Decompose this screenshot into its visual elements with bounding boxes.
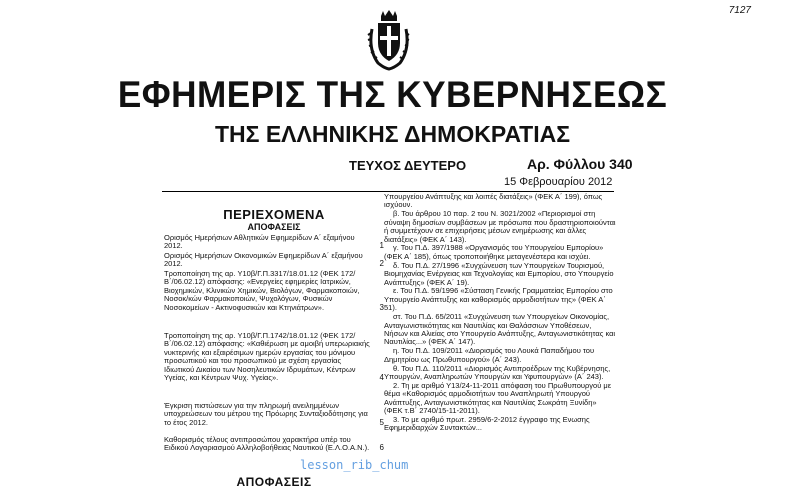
body-paragraph: δ. Του Π.Δ. 27/1996 «Συγχώνευση των Υπουργείων Τουρισμού, Βιομηχανίας Ενέργειας και Τεχνολογίας και Εμπορίου, στο Υπουργείο Ανάπτυξης» (ΦΕΚ Α΄ 19). (384, 260, 614, 287)
body-text-column (384, 193, 616, 433)
toc-entry[interactable] (164, 270, 384, 312)
republic-subtitle: ΤΗΣ ΕΛΛΗΝΙΚΗΣ ΔΗΜΟΚΡΑΤΙΑΣ (214, 121, 571, 147)
body-paragraph: β. Του άρθρου 10 παρ. 2 του Ν. 3021/2002 «Περιορισμοί στη σύναψη δημοσίων συμβάσεων με πρόσωπα που δραστηριοποιούνται ή συμμετέχουν σε επιχειρήσεις μέσων ενημέρωσης και άλλες διατάξεις» (ΦΕΚ Α΄ 143). (384, 209, 616, 244)
toc-entry-page: 6 (379, 443, 384, 453)
contents-heading: ΠΕΡΙΕΧΟΜΕΝΑ (223, 207, 325, 222)
body-paragraph: γ. Του Π.Δ. 397/1988 «Οργανισμός του Υπουργείου Εμπορίου» (ΦΕΚ Α΄ 185), όπως τροποποιήθηκε μεταγενέστερα και ισχύει. (384, 243, 604, 261)
toc-entry-page: 1 (379, 241, 384, 251)
toc-entry-text: Έγκριση πιστώσεων για την πληρωμή ανειλημμένων υποχρεώσεων του μέτρου της Πρόωρης Συνταξιοδότησης για το έτος 2012. (164, 401, 368, 427)
issue-date: 15 Φεβρουαρίου 2012 (504, 176, 613, 188)
toc-entry[interactable] (164, 332, 384, 382)
toc-entry-text: Καθορισμός τέλους αντιπροσώπου χαρακτήρα υπέρ του Ειδικού Λογαριασμού Αλληλοβοήθειας Ναυτικού (Ε.Λ.Ο.Α.Ν.). (164, 435, 370, 453)
gazette-title: ΕΦΗΜΕΡΙΣ ΤΗΣ ΚΥΒΕΡΝΗΣΕΩΣ (117, 74, 668, 115)
toc-entry-text: Τροποποίηση της αρ. Υ10β/Γ.Π.1742/18.01.12 (ΦΕΚ 172/Β΄/06.02.12) απόφασης: «Καθιέρωση με αμοιβή υπερωριακής νυκτερινής και εξαιρέσιμων ημερών εργασίας του μόνιμου προσωπικού και του προσωπικού με σχέση εργασίας Ιδιωτικού Δικαίου των Νοσηλευτικών Ιδρυμάτων, Κέντρων Υγείας, και Κέντρων Ψυχ. Υγείας». (164, 331, 370, 383)
body-paragraph: θ. Του Π.Δ. 110/2011 «Διορισμός Αντιπροέδρων της Κυβέρνησης, Υπουργών, Αναπληρωτών Υπουργών και Υφυπουργών» (Α΄ 243). (384, 363, 611, 382)
toc-entry[interactable] (164, 436, 384, 453)
toc-entry-text: Τροποποίηση της αρ. Υ10β/Γ.Π.3317/18.01.12 (ΦΕΚ 172/Β΄/06.02.12) απόφασης: «Ενεργείες εφημερίες Ιατρικών, Βιοχημικών, Κλινικών Χημικών, Βιολόγων, Φαρμακοποιών, Νοσοκ/κών Φαρμακοποιών, Ψυχολόγων, Φυσικών Νοσοκομείων - Ακτινοφυσικών και Κτηνιάτρων». (164, 269, 360, 312)
toc-entry-text: Ορισμός Ημερήσιων Οικονομικών Εφημερίδων Α΄ εξαμήνου 2012. (164, 251, 363, 269)
watermark-text: lesson_rib_chum (300, 458, 409, 472)
body-paragraph: στ. Του Π.Δ. 65/2011 «Συγχώνευση των Υπουργείων Οικονομίας, Ανταγωνιστικότητας και Ναυτιλίας και Θαλάσσιων Υποθέσεων, Νήσων και Αλιείας στο Υπουργείο Ανάπτυξης, Ανταγωνιστικότητας και Ναυτιλίας...» (ΦΕΚ Α΄ 147). (384, 312, 616, 347)
page-number: 7127 (728, 5, 751, 16)
body-paragraph: 2. Τη με αριθμό Υ13/24-11-2011 απόφαση του Πρωθυπουργού με θέμα «Καθορισμός αρμοδιοτήτων του Αναπληρωτή Υπουργού Ανάπτυξης, Ανταγωνιστικότητας και Ναυτιλίας Σωκράτη Ξυνίδη» (ΦΕΚ τ.Β΄ 2740/15-11-2011). (384, 380, 612, 416)
body-paragraph: 3. Το με αριθμό πρωτ. 2959/6-2-2012 έγγραφο της Ενωσης Εφημεριδαρχών Συντακτών... (384, 415, 590, 433)
issue-series: ΤΕΥΧΟΣ ΔΕΥΤΕΡΟ (349, 158, 467, 173)
coat-of-arms-emblem (366, 9, 412, 71)
toc-entry[interactable] (164, 402, 384, 427)
toc-entry[interactable] (164, 234, 384, 251)
body-paragraph: ε. Του Π.Δ. 59/1996 «Σύσταση Γενικής Γραμματείας Εμπορίου στο Υπουργείο Ανάπτυξης και καθορισμός αρμοδιοτήτων της» (ΦΕΚ Α΄ 51). (384, 286, 613, 313)
decisions-section-heading: ΑΠΟΦΑΣΕΙΣ (236, 475, 312, 489)
decisions-heading: ΑΠΟΦΑΣΕΙΣ (247, 222, 301, 232)
toc-entry[interactable] (164, 252, 384, 269)
body-paragraph: η. Του Π.Δ. 109/2011 «Διορισμός του Λουκά Παπαδήμου του Δημητρίου ως Πρωθυπουργού» (Α΄ 243). (384, 346, 595, 364)
toc-entry-page: 3 (379, 302, 384, 312)
body-paragraph: Υπουργείου Ανάπτυξης και λοιπές διατάξεις» (ΦΕΚ Α΄ 199), όπως ισχύουν. (384, 192, 603, 210)
toc-entry-page: 4 (379, 373, 384, 383)
toc-entry-page: 2 (379, 259, 384, 269)
sheet-number: Αρ. Φύλλου 340 (527, 156, 633, 172)
toc-entry-page: 5 (379, 417, 384, 427)
toc-entry-text: Ορισμός Ημερήσιων Αθλητικών Εφημερίδων Α΄ εξαμήνου 2012. (164, 233, 355, 251)
